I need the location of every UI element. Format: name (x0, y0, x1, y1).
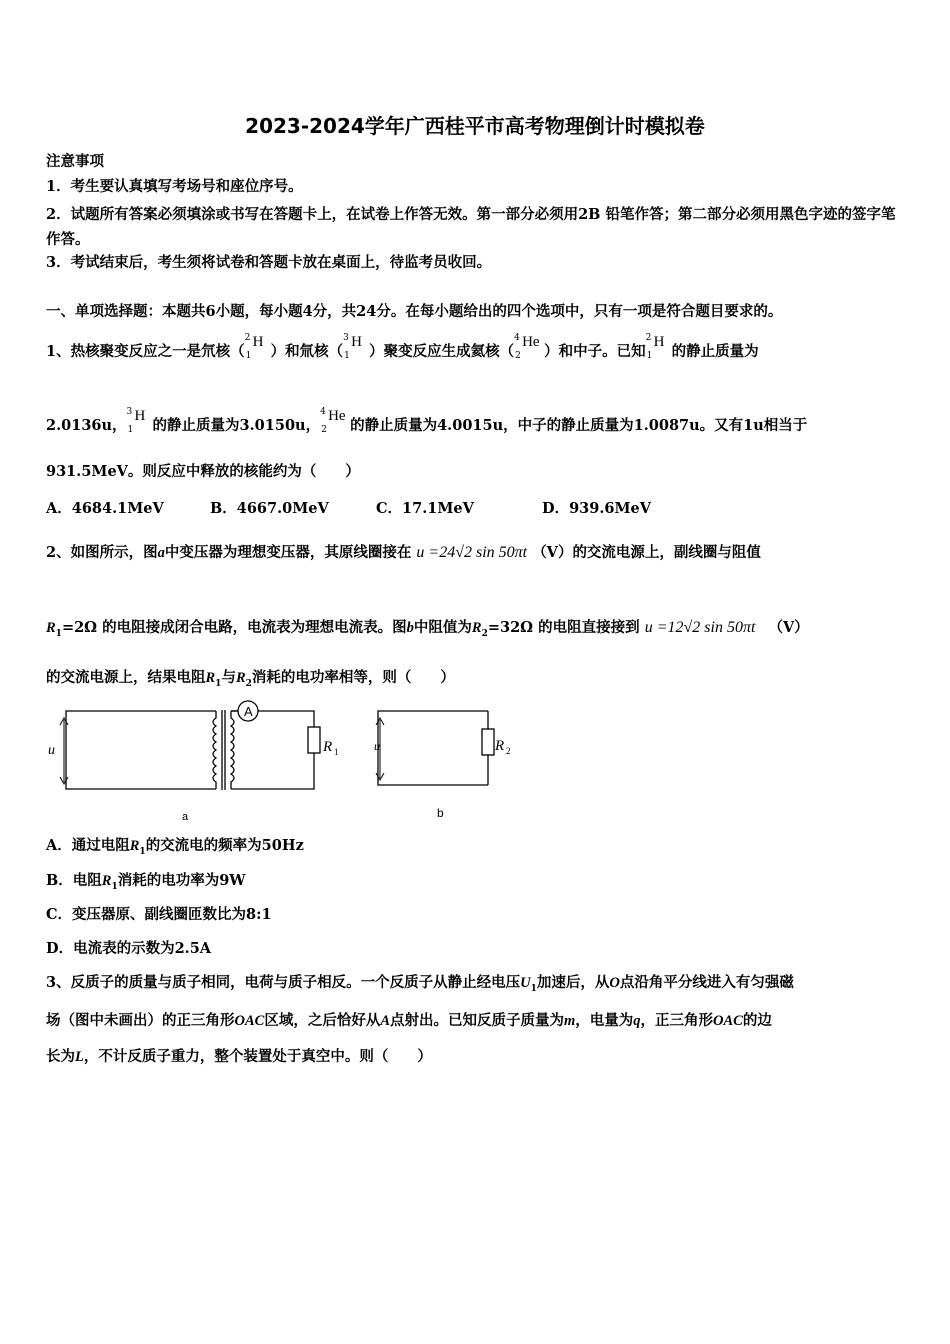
q1-option-d: D．939.6MeV (542, 500, 652, 517)
notice-heading: 注意事项 (46, 153, 104, 170)
q1-text-3: ）聚变反应生成氦核（ (369, 343, 515, 360)
notice-item-1: 1．考生要认真填写考场号和座位序号。 (46, 178, 303, 195)
q2-line-1: 2、如图所示，图a中变压器为理想变压器，其原线圈接在 u =24√2 sin 50πt （V）的交流电源上，副线圈与阻值 (46, 544, 761, 561)
q1-line-3: 931.5MeV。则反应中释放的核能约为（ ） (46, 463, 360, 480)
fig-a-caption: a (182, 811, 189, 823)
b-loop-left (378, 711, 488, 785)
q1-option-c: C．17.1MeV (376, 500, 474, 517)
q1-text-7: 的静止质量为3.0150u， (152, 417, 321, 434)
q1-text-1: 1、热核聚变反应之一是氘核（ (46, 343, 245, 360)
q2-option-a: A．通过电阻$R_1$的交流电的频率为50Hz (46, 837, 304, 857)
sec-wire-b (258, 711, 314, 727)
tritium-nuclide: 3 1 H (343, 333, 362, 361)
q1-line-1 (46, 333, 759, 362)
fig-a-u-label: u (48, 743, 55, 758)
q1-text-2: ）和氚核（ (270, 343, 344, 360)
q1-text-4: ）和中子。已知 (544, 343, 646, 360)
q3-line-1: 3、反质子的质量与质子相同，电荷与质子相反。一个反质子从静止经电压$U_1$加速后，从O点沿角平分线进入有匀强磁 (46, 974, 794, 994)
r2-label: R (495, 738, 505, 754)
q2-option-d: D．电流表的示数为2.5A (46, 940, 212, 957)
q1-option-a: A．4684.1MeV (46, 500, 164, 517)
ammeter-label: A (244, 704, 253, 719)
deuterium-nuclide: 2 1 H (244, 333, 264, 361)
deuterium-nuclide-2: 2 1 H (645, 333, 665, 361)
q2-line-2: $R_1=2\Omega$ 的电阻接成闭合电路，电流表为理想电流表。图b中阻值为$R_2=32\Omega$ 的电阻直接接到 u =12√2 sin 50πt （V） (46, 619, 809, 639)
resistor-r1 (308, 727, 320, 753)
q2-option-b: B．电阻$R_1$消耗的电功率为9W (46, 872, 246, 892)
section-heading: 一、单项选择题：本题共6小题，每小题4分，共24分。在每小题给出的四个选项中，只有一项是符合题目要求的。 (46, 303, 783, 320)
helium-nuclide: 4 2 He (514, 333, 540, 361)
q1-text-8: 的静止质量为4.0015u，中子的静止质量为1.0087u。又有1u相当于 (350, 417, 808, 434)
q1-option-b: B．4667.0MeV (210, 500, 329, 517)
q1-line-2 (46, 407, 808, 436)
notice-item-2: 2．试题所有答案必须填涂或书写在答题卡上，在试卷上作答无效。第一部分必须用2B 铅笔作答；第二部分必须用黑色字迹的签字笔作答。 (46, 206, 896, 248)
helium-nuclide-2: 4 2 He (320, 407, 346, 435)
q2-option-c: C．变压器原、副线圈匝数比为8:1 (46, 906, 272, 923)
secondary-turns (231, 711, 234, 789)
r1-label-sub: 1 (334, 747, 339, 757)
fig-b-u-label: u (374, 739, 380, 753)
primary-circuit (66, 711, 216, 789)
q1-text-6: 2.0136u， (46, 417, 127, 434)
r1-label: R (323, 739, 333, 755)
equation-source-voltage: u =12√2 sin 50πt (644, 619, 756, 636)
transformer-figure (40, 698, 540, 828)
notice-item-3: 3．考试结束后，考生须将试卷和答题卡放在桌面上，待监考员收回。 (46, 254, 492, 271)
q1-text-5: 的静止质量为 (671, 343, 759, 360)
equation-primary-voltage: u =24√2 sin 50πt (416, 544, 528, 561)
resistor-r2 (482, 729, 494, 755)
sec-wire-c (231, 753, 314, 789)
page-title: 2023-2024学年广西桂平市高考物理倒计时模拟卷 (245, 114, 705, 138)
q3-line-3: 长为L，不计反质子重力，整个装置处于真空中。则（ ） (46, 1048, 432, 1065)
fig-b-caption: b (437, 806, 444, 820)
q3-line-2: 场（图中未画出）的正三角形OAC区域，之后恰好从A点射出。已知反质子质量为m，电量为q，正三角形OAC的边 (46, 1012, 772, 1029)
q2-line-3: 的交流电源上，结果电阻$R_1$与$R_2$消耗的电功率相等，则（ ） (46, 669, 455, 689)
r2-label-sub: 2 (506, 746, 511, 756)
tritium-nuclide-2: 3 1 H (126, 407, 146, 435)
primary-turns (213, 711, 216, 789)
